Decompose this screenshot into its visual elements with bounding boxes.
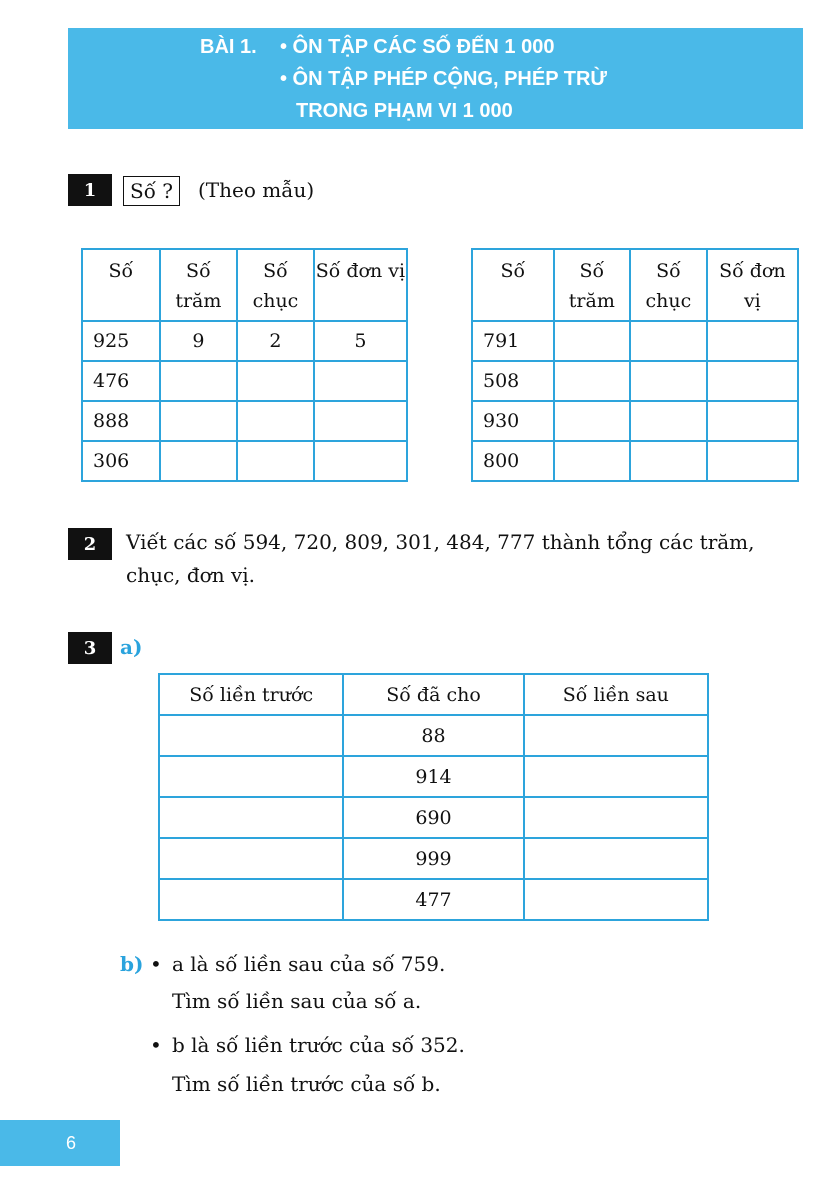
cell-number: 800 (472, 441, 554, 481)
bullet-icon: • (150, 1033, 162, 1057)
cell-tens[interactable] (237, 401, 314, 441)
cell-number: 791 (472, 321, 554, 361)
header-so: Số (472, 249, 554, 321)
cell-hundreds[interactable] (160, 441, 238, 481)
header-so-don-vi: Số đơn vị (707, 249, 798, 321)
cell-units[interactable] (314, 361, 407, 401)
table-row (159, 715, 708, 756)
cell-units[interactable] (314, 441, 407, 481)
table-row (472, 361, 798, 401)
cell-given-number: 88 (343, 715, 523, 756)
cell-tens[interactable] (630, 361, 707, 401)
table-row (82, 361, 407, 401)
cell-predecessor[interactable] (159, 756, 343, 797)
table-row (472, 401, 798, 441)
part-b-statement-1: a là số liền sau của số 759. (172, 952, 446, 976)
exercise-2-text-line-2: chục, đơn vị. (126, 563, 256, 587)
table-row (159, 879, 708, 920)
cell-tens[interactable] (237, 361, 314, 401)
cell-tens[interactable] (237, 441, 314, 481)
bullet-icon: • (150, 952, 162, 976)
exercise-3-part-a-label: a) (120, 635, 143, 659)
cell-given-number: 999 (343, 838, 523, 879)
exercise-1-right-table (471, 248, 799, 482)
table-row (82, 441, 407, 481)
cell-units[interactable] (707, 401, 798, 441)
cell-given-number: 690 (343, 797, 523, 838)
cell-predecessor[interactable] (159, 879, 343, 920)
exercise-2-badge: 2 (68, 528, 112, 560)
header-so-don-vi: Số đơn vị (314, 249, 407, 321)
cell-hundreds[interactable] (554, 321, 631, 361)
header-so-tram: Số trăm (554, 249, 631, 321)
cell-hundreds[interactable]: 9 (160, 321, 238, 361)
cell-successor[interactable] (524, 756, 708, 797)
table-row (472, 441, 798, 481)
header-so-lien-truoc: Số liền trước (159, 674, 343, 715)
cell-units[interactable] (707, 441, 798, 481)
part-b-task-1: Tìm số liền sau của số a. (172, 989, 422, 1013)
exercise-2-text-line-1: Viết các số 594, 720, 809, 301, 484, 777 thành tổng các trăm, (126, 530, 755, 554)
cell-units[interactable] (707, 321, 798, 361)
cell-predecessor[interactable] (159, 797, 343, 838)
cell-given-number: 477 (343, 879, 523, 920)
exercise-1-boxed-prompt: Số ? (123, 176, 180, 206)
cell-hundreds[interactable] (554, 401, 631, 441)
cell-units[interactable]: 5 (314, 321, 407, 361)
header-so-chuc: Số chục (237, 249, 314, 321)
cell-number: 925 (82, 321, 160, 361)
header-so-tram: Số trăm (160, 249, 238, 321)
cell-successor[interactable] (524, 715, 708, 756)
exercise-1-note: (Theo mẫu) (198, 178, 315, 202)
table-row (159, 838, 708, 879)
cell-units[interactable] (314, 401, 407, 441)
cell-predecessor[interactable] (159, 715, 343, 756)
cell-tens[interactable] (630, 441, 707, 481)
cell-tens[interactable]: 2 (237, 321, 314, 361)
cell-tens[interactable] (630, 321, 707, 361)
exercise-1-badge: 1 (68, 174, 112, 206)
header-so-chuc: Số chục (630, 249, 707, 321)
cell-number: 306 (82, 441, 160, 481)
cell-number: 888 (82, 401, 160, 441)
exercise-3-table (158, 673, 709, 921)
table-row (159, 797, 708, 838)
lesson-label: BÀI 1. (200, 36, 257, 58)
cell-number: 930 (472, 401, 554, 441)
cell-hundreds[interactable] (160, 361, 238, 401)
page-number-label: 6 (66, 1132, 77, 1153)
lesson-header-banner (68, 28, 803, 129)
cell-tens[interactable] (630, 401, 707, 441)
cell-number: 508 (472, 361, 554, 401)
header-so: Số (82, 249, 160, 321)
part-b-task-2: Tìm số liền trước của số b. (172, 1072, 441, 1096)
cell-given-number: 914 (343, 756, 523, 797)
part-b-statement-2: b là số liền trước của số 352. (172, 1033, 465, 1057)
cell-predecessor[interactable] (159, 838, 343, 879)
lesson-title-line-1: • ÔN TẬP CÁC SỐ ĐẾN 1 000 (280, 36, 555, 58)
cell-hundreds[interactable] (554, 441, 631, 481)
table-row (82, 321, 407, 361)
table-row (159, 756, 708, 797)
exercise-3-badge: 3 (68, 632, 112, 664)
page-number (0, 1120, 120, 1166)
table-row (82, 401, 407, 441)
cell-successor[interactable] (524, 797, 708, 838)
exercise-3-part-b-label: b) (120, 952, 144, 976)
header-so-da-cho: Số đã cho (343, 674, 523, 715)
lesson-title-line-3: TRONG PHẠM VI 1 000 (296, 100, 513, 122)
exercise-1-left-table (81, 248, 408, 482)
cell-units[interactable] (707, 361, 798, 401)
cell-successor[interactable] (524, 879, 708, 920)
lesson-title-line-2: • ÔN TẬP PHÉP CỘNG, PHÉP TRỪ (280, 68, 607, 90)
cell-number: 476 (82, 361, 160, 401)
cell-successor[interactable] (524, 838, 708, 879)
header-so-lien-sau: Số liền sau (524, 674, 708, 715)
cell-hundreds[interactable] (554, 361, 631, 401)
cell-hundreds[interactable] (160, 401, 238, 441)
table-row (472, 321, 798, 361)
